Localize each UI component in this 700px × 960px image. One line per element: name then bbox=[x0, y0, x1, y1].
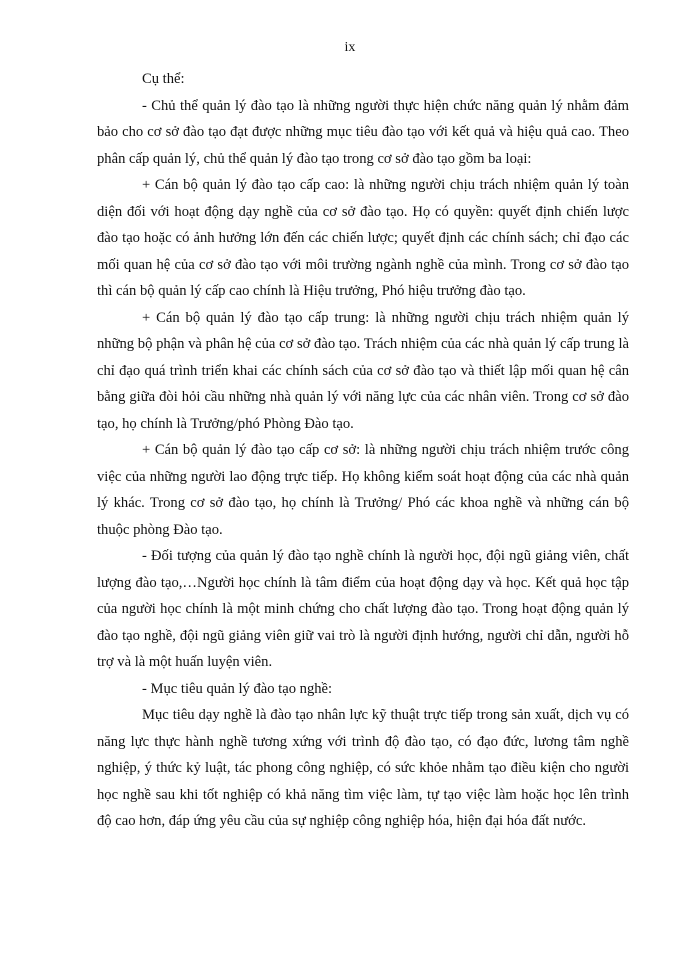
paragraph-intro: Cụ thể: bbox=[142, 71, 185, 87]
paragraph-base-managers: + Cán bộ quản lý đào tạo cấp cơ sở: là những người chịu trách nhiệm trước công việc của những người lao động trực tiếp. Họ không kiểm soát hoạt động của các nhà quản lý khác. Trong cơ sở đào tạo, họ chính là Trưởng/ Phó các khoa nghề và những cán bộ thuộc phòng Đào tạo. bbox=[97, 442, 629, 538]
page-number: ix bbox=[344, 40, 356, 55]
paragraph-middle-managers: + Cán bộ quản lý đào tạo cấp trung: là những người chịu trách nhiệm quản lý những bộ phận và phân hệ của cơ sở đào tạo. Trách nhiệm của các nhà quản lý cấp trung là chỉ đạo quá trình triển khai các chính sách của cơ sở đào tạo và thiết lập mối quan hệ cân bằng giữa đòi hỏi cầu những nhà quản lý với năng lực của các nhân viên. Trong cơ sở đào tạo, họ chính là Trưởng/phó Phòng Đào tạo. bbox=[97, 309, 629, 432]
paragraph-senior-managers: + Cán bộ quản lý đào tạo cấp cao: là những người chịu trách nhiệm quản lý toàn diện đối với hoạt động dạy nghề của cơ sở đào tạo. Họ có quyền: quyết định chiến lược đào tạo hoặc có ảnh hưởng lớn đến các chiến lược; quyết định các chính sách; chỉ đạo các mối quan hệ của cơ sở đào tạo với môi trường ngành nghề của mình. Trong cơ sở đào tạo thì cán bộ quản lý cấp cao chính là Hiệu trưởng, Phó hiệu trưởng đào tạo. bbox=[97, 177, 629, 299]
body-text bbox=[97, 66, 629, 835]
paragraph-object: - Đối tượng của quản lý đào tạo nghề chính là người học, đội ngũ giảng viên, chất lượng đào tạo,…Người học chính là tâm điểm của hoạt động dạy và học. Kết quả học tập của người học chính là một minh chứng cho chất lượng đào tạo. Trong hoạt động quản lý đào tạo nghề, đội ngũ giảng viên giữ vai trò là người định hướng, người chỉ dẫn, người hỗ trợ và là một huấn luyện viên. bbox=[97, 548, 629, 670]
paragraph-objective-heading: - Mục tiêu quản lý đào tạo nghề: bbox=[142, 680, 333, 697]
paragraph-subject: - Chủ thể quản lý đào tạo là những người thực hiện chức năng quản lý nhằm đảm bảo cho cơ sở đào tạo đạt được những mục tiêu đào tạo với kết quả và hiệu quả cao. Theo phân cấp quản lý, chủ thể quản lý đào tạo trong cơ sở đào tạo gồm ba loại: bbox=[97, 97, 629, 167]
paragraph-objective: Mục tiêu dạy nghề là đào tạo nhân lực kỹ thuật trực tiếp trong sản xuất, dịch vụ có năng lực thực hành nghề tương xứng với trình độ đào tạo, có đạo đức, lương tâm nghề nghiệp, ý thức kỷ luật, tác phong công nghiệp, có sức khỏe nhằm tạo điều kiện cho người học nghề sau khi tốt nghiệp có khả năng tìm việc làm, tự tạo việc làm hoặc học lên trình độ cao hơn, đáp ứng yêu cầu của sự nghiệp công nghiệp hóa, hiện đại hóa đất nước. bbox=[97, 707, 629, 829]
